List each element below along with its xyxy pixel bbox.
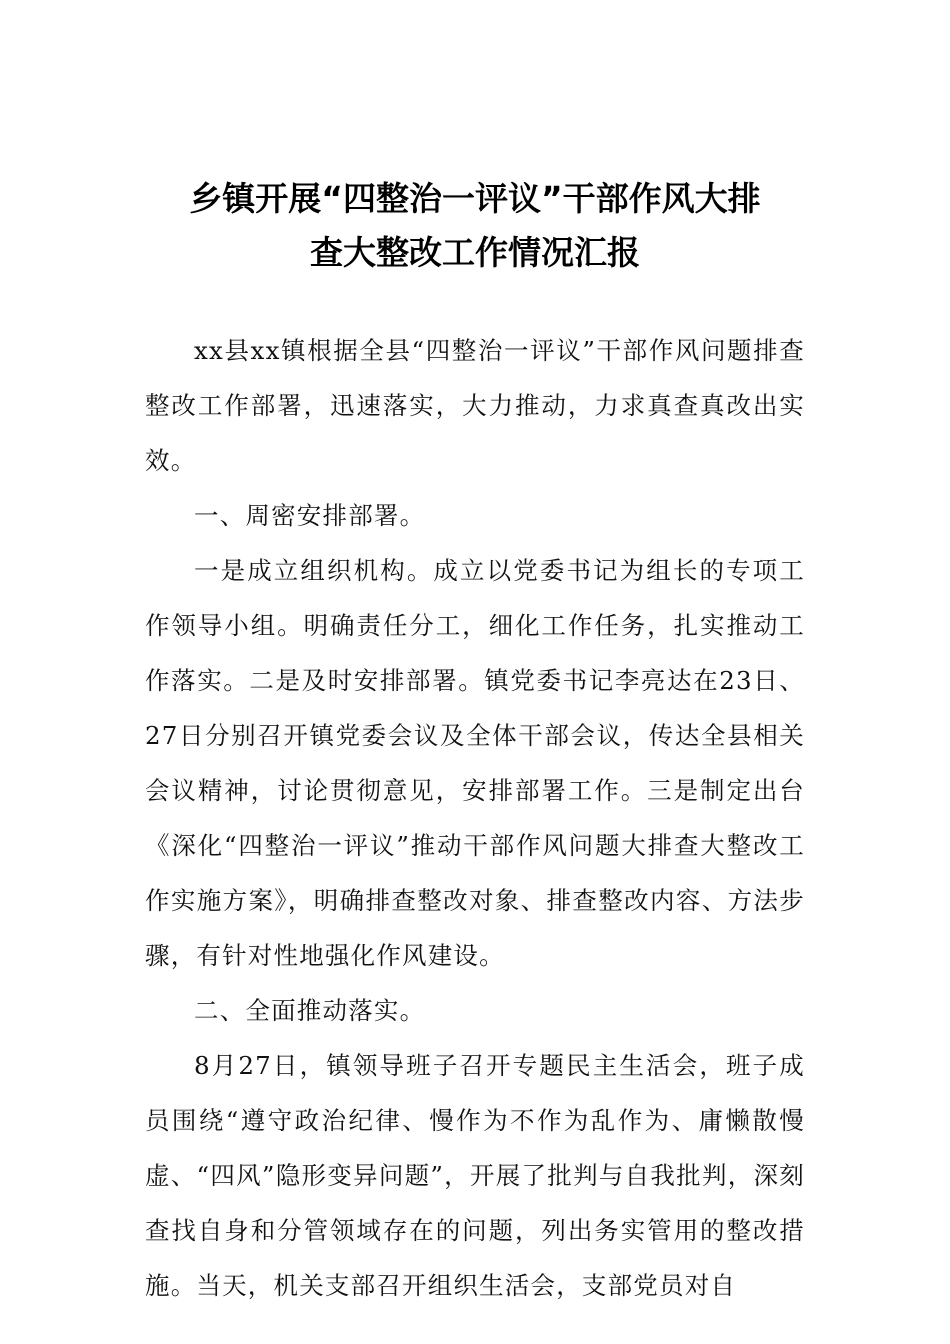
intro-paragraph: xx县xx镇根据全县“四整治一评议”干部作风问题排查整改工作部署，迅速落实，大力推动，力求真查真改出实效。	[145, 336, 805, 475]
section-heading-2: 二、全面推动落实。	[194, 996, 426, 1025]
document-body	[145, 323, 805, 1313]
title-line-1: 乡镇开展“四整治一评议”干部作风大排	[189, 179, 761, 218]
title-line-2: 查大整改工作情况汇报	[310, 233, 640, 272]
document-title	[120, 172, 830, 280]
section-1-paragraph: 一是成立组织机构。成立以党委书记为组长的专项工作领导小组。明确责任分工，细化工作任务，扎实推动工作落实。二是及时安排部署。镇党委书记李亮达在23日、27日分别召开镇党委会议及全体干部会议，传达全县相关会议精神，讨论贯彻意见，安排部署工作。三是制定出台《深化“四整治一评议”推动干部作风问题大排查大整改工作实施方案》，明确排查整改对象、排查整改内容、方法步骤，有针对性地强化作风建设。	[145, 556, 805, 970]
section-2-paragraph: 8月27日，镇领导班子召开专题民主生活会，班子成员围绕“遵守政治纪律、慢作为不作为乱作为、庸懒散慢虚、“四风”隐形变异问题”，开展了批判与自我批判，深刻查找自身和分管领域存在的问题，列出务实管用的整改措施。当天，机关支部召开组织生活会，支部党员对自	[145, 1051, 805, 1300]
section-heading-1: 一、周密安排部署。	[194, 501, 426, 530]
